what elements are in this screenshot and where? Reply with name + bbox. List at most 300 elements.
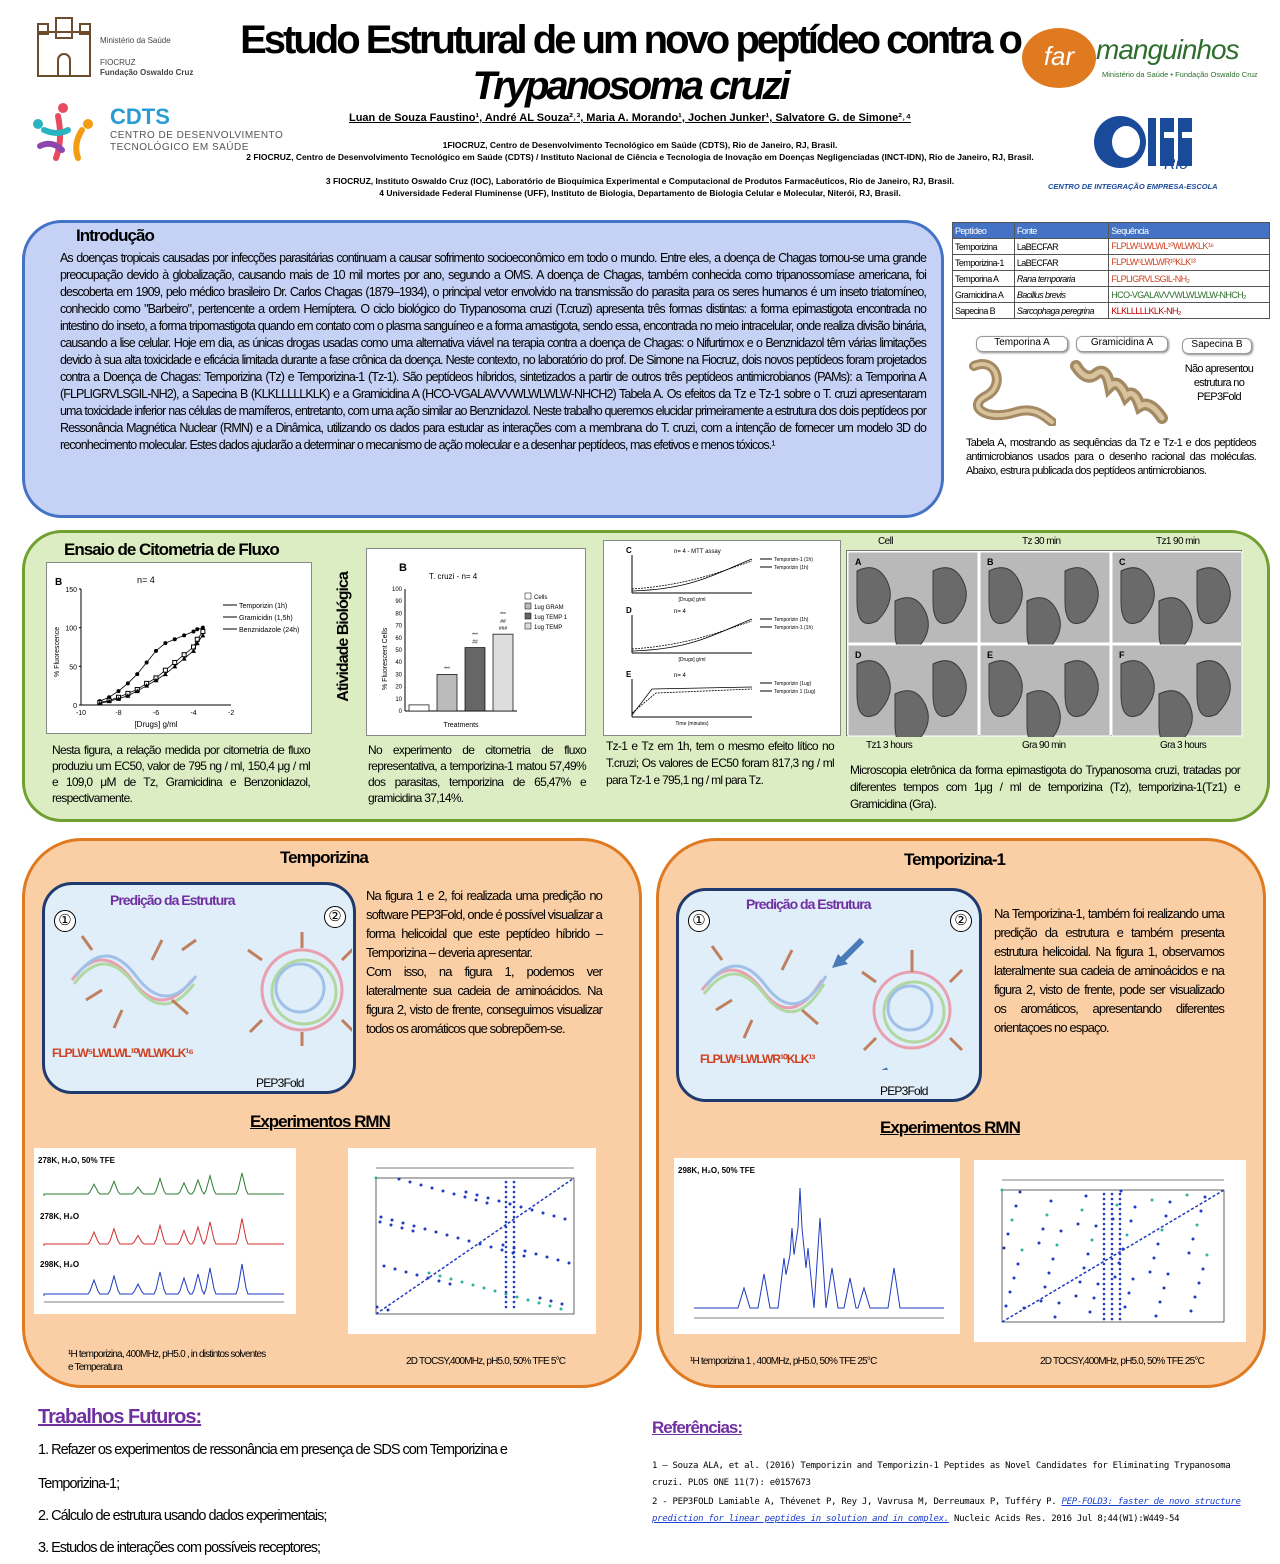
legend-label: Benznidazole (24h): [239, 627, 300, 634]
y-tick-label: 60: [395, 635, 402, 642]
temporizina-tocsy-plot: [348, 1148, 596, 1334]
tocsy-peak: [1081, 1209, 1084, 1212]
spectra-label-2: 278K, H₂O: [40, 1212, 80, 1221]
table-caption: Tabela A, mostrando as sequências da Tz e Tz-1 e dos peptídeos antimicrobianos usados para o desenho racional das moléculas. Abaixo, estrura publicada dos peptídeos antimicrobianos.: [966, 437, 1256, 477]
tocsy-peak: [546, 1256, 549, 1259]
tocsy-peak: [1119, 1218, 1122, 1221]
temporizina1-3d-structure: [692, 920, 976, 1070]
tocsy-peak: [1042, 1228, 1045, 1231]
tocsy-peak: [1023, 1307, 1026, 1310]
tocsy-peak: [1111, 1298, 1114, 1301]
tocsy-peak: [538, 1302, 541, 1305]
temporizina-1h-spectra: [34, 1148, 296, 1314]
tocsy-peak: [375, 1177, 378, 1180]
tocsy-peak: [465, 1191, 468, 1194]
tocsy-peak: [1046, 1214, 1049, 1217]
series-line: [632, 619, 752, 651]
table-cell: LaBECFAR: [1014, 239, 1108, 255]
x-axis-label: [Drugs] g/ml: [134, 720, 178, 729]
tocsy-peak: [549, 1305, 552, 1308]
tocsy-peak: [1111, 1303, 1114, 1306]
tocsy-peak: [1103, 1263, 1106, 1266]
logo-cdts-sub1: CENTRO DE DESENVOLVIMENTO: [110, 130, 284, 141]
bar: [437, 674, 457, 711]
tocsy-peak: [1114, 1276, 1117, 1279]
tocsy-peak: [513, 1276, 516, 1279]
tocsy-peak: [527, 1299, 530, 1302]
legend-label: Temporizin (1h): [239, 603, 288, 610]
tocsy-peak: [412, 1230, 415, 1233]
assay-heading: Ensaio de Citometria de Fluxo: [64, 540, 279, 559]
tocsy-peak: [1126, 1234, 1129, 1237]
tocsy-peak: [513, 1201, 516, 1204]
series-line: [632, 561, 752, 589]
tocsy-peak: [564, 1218, 567, 1221]
tocsy-peak: [1060, 1230, 1063, 1233]
table-cell-sequence: FLPLW⁵LWLWR¹⁰KLK¹³: [1109, 255, 1270, 271]
tocsy-peak: [1161, 1229, 1164, 1232]
tocsy-peak: [442, 1190, 445, 1193]
tocsy-peak: [1169, 1201, 1172, 1204]
temporizina1-2d-caption: 2D TOCSY,400MHz, pH5.0, 50% TFE 25°C: [1040, 1356, 1204, 1367]
tocsy-peak: [560, 1308, 563, 1311]
spectra-label-3: 298K, H₂O: [40, 1260, 80, 1269]
y-tick-label: 70: [395, 623, 402, 630]
tocsy-peak: [1132, 1278, 1135, 1281]
intro-heading: Introdução: [76, 226, 154, 245]
temporizina1-prediction-title: Predição da Estrutura: [746, 896, 871, 912]
tocsy-peak: [505, 1281, 508, 1284]
tocsy-peak: [1103, 1223, 1106, 1226]
tocsy-peak: [1011, 1219, 1014, 1222]
tocsy-peak: [1111, 1208, 1114, 1211]
series-line: [100, 628, 203, 701]
tocsy-peak: [1119, 1193, 1122, 1196]
gramicidina-helix-image: [1070, 356, 1170, 426]
tocsy-peak: [1103, 1303, 1106, 1306]
tocsy-peak: [1157, 1243, 1160, 1246]
tocsy-peak: [1111, 1243, 1114, 1246]
chart-panel-letter: B: [399, 562, 407, 574]
tocsy-peak: [457, 1237, 460, 1240]
tocsy-peak: [1007, 1233, 1010, 1236]
legend-label: Temporizin (1ug): [774, 681, 812, 687]
tocsy-peak: [513, 1211, 516, 1214]
tocsy-peak: [1079, 1281, 1082, 1284]
tocsy-peak: [1163, 1287, 1166, 1290]
tocsy-peak: [1190, 1310, 1193, 1313]
bar-annotation: ###: [498, 626, 508, 633]
chart-fluorescence: [47, 563, 313, 735]
temporizina1-heading: Temporizina-1: [904, 850, 1005, 869]
y-tick-label: 100: [391, 587, 402, 593]
tocsy-peak: [505, 1306, 508, 1309]
tocsy-peak: [1119, 1213, 1122, 1216]
y-tick-label: 50: [69, 664, 77, 672]
tocsy-peak: [1103, 1193, 1106, 1196]
tocsy-peak: [1103, 1288, 1106, 1291]
tocsy-peak: [520, 1206, 523, 1209]
tocsy-peak: [539, 1297, 542, 1300]
temporizina-text: Na figura 1 e 2, foi realizada uma predição no software PEP3Fold, onde é possível visualizar a forma helicoidal que este peptídeo híbrido – Temporizina – deveria apresentar. Com isso, na figura 1, podemos ver lateralmente sua cadeia de aminoácidos. Na figura 2, visto de frente, conseguimos visualizar todos os aromáticos que sobrepõem-se.: [366, 888, 602, 1036]
table-row: [953, 255, 1270, 271]
tocsy-peak: [1167, 1273, 1170, 1276]
temporizina-heading: Temporizina: [280, 848, 368, 867]
tocsy-peak: [1206, 1254, 1209, 1257]
tocsy-peak: [1186, 1194, 1189, 1197]
table-cell: LaBECFAR: [1014, 255, 1108, 271]
table-cell: Temporizina: [953, 239, 1015, 255]
tocsy-peak: [1103, 1238, 1106, 1241]
y-tick-label: 100: [65, 625, 77, 633]
bar-annotation: ##: [500, 619, 506, 626]
tocsy-peak: [1103, 1273, 1106, 1276]
peptide-table-wrap: [952, 222, 1270, 319]
tocsy-peak: [505, 1271, 508, 1274]
temporizina-prediction-title: Predição da Estrutura: [110, 892, 235, 908]
tocsy-peak: [449, 1283, 452, 1286]
fiocruz-castle-icon: [34, 14, 94, 78]
table-header: Fonte: [1014, 223, 1108, 239]
tocsy-peak: [1111, 1193, 1114, 1196]
data-point: [154, 649, 158, 653]
tocsy-peak: [505, 1256, 508, 1259]
data-point: [195, 627, 199, 631]
table-row: [953, 239, 1270, 255]
tocsy-peak: [438, 1280, 441, 1283]
nmr-trace: [44, 1264, 284, 1296]
tocsy-peak: [453, 1193, 456, 1196]
logo-cdts-label: CDTS: [110, 104, 170, 129]
legend-swatch: [525, 613, 531, 619]
legend-label: Cells: [534, 595, 548, 601]
em-label-bottom-1: Gra 90 min: [1022, 740, 1066, 751]
assay-caption-4: Microscopia eletrônica da forma epimastigota do Trypanosoma cruzi, tratadas por diferentes tempos com 1μg / ml de temporizina (Tz), temporizina-1(Tz1) e Gramicidina (Gra).: [850, 763, 1240, 811]
em-panel-letter: E: [987, 650, 994, 660]
table-cell-sequence: KLKLLLLLKLK-NH₂: [1109, 303, 1270, 319]
tocsy-peak: [513, 1251, 516, 1254]
temporizina1-text: Na Temporizina-1, também foi realizando uma predição da estrutura e também presenta estrutura helicoidal. Na figura 1, observamos lateralmente sua cadeia de aminoácidos e na figura 2, visto de frente, pode ser visualizado os aromáticos, apresentando diferentes orientaçoes no espaço.: [994, 906, 1224, 1035]
tocsy-peak: [524, 1250, 527, 1253]
label-sapecina-b: Sapecina B: [1182, 338, 1252, 354]
x-tick-label: -2: [227, 710, 235, 717]
refs-heading: Referências:: [652, 1418, 743, 1437]
em-panel-letter: F: [1119, 650, 1125, 660]
authors: [230, 112, 1030, 124]
tocsy-peak: [505, 1291, 508, 1294]
tocsy-peak: [1120, 1190, 1123, 1193]
tocsy-peak: [505, 1221, 508, 1224]
tocsy-peak: [446, 1234, 449, 1237]
tocsy-peak: [398, 1178, 401, 1181]
chart-mtt: [604, 541, 842, 737]
tocsy-peak: [1111, 1293, 1114, 1296]
em-panel-letter: B: [987, 557, 994, 567]
legend-swatch: [525, 593, 531, 599]
tocsy-peak: [561, 1303, 564, 1306]
tocsy-peak: [1119, 1273, 1122, 1276]
tocsy-peak: [1013, 1277, 1016, 1280]
tocsy-peak: [1103, 1213, 1106, 1216]
tocsy-peak: [431, 1187, 434, 1190]
tocsy-peak: [1119, 1288, 1122, 1291]
tocsy-peak: [513, 1206, 516, 1209]
tocsy-peak: [542, 1212, 545, 1215]
chart-panel-letter: E: [626, 670, 632, 679]
logo-fiocruz-label: FIOCRUZ: [100, 58, 136, 67]
tocsy-peak: [424, 1228, 427, 1231]
y-tick-label: 30: [395, 672, 402, 679]
em-micrographs: [847, 551, 1243, 737]
tocsy-peak: [505, 1206, 508, 1209]
tocsy-peak: [394, 1268, 397, 1271]
tocsy-peak: [505, 1286, 508, 1289]
tocsy-peak: [1075, 1295, 1078, 1298]
tocsy-peak: [428, 1272, 431, 1275]
tocsy-peak: [1103, 1248, 1106, 1251]
tocsy-peak: [1003, 1247, 1006, 1250]
affiliation-2: 2 FIOCRUZ, Centro de Desenvolvimento Tecnológico em Saúde (CDTS) / Instituto Nacional de Ciência e Tecnologia de Inovação em Doenças Negligenciadas (INCT-IDN), Rio de Janeiro, RJ, Brasil.: [246, 152, 1034, 162]
legend-label: 1ug TEMP: [534, 625, 563, 631]
atividade-vertical-wrap: [330, 560, 360, 720]
chart-title: T. cruzi - n= 4: [429, 572, 478, 581]
y-tick-label: 90: [395, 599, 402, 606]
bar-annotation: ##: [472, 639, 478, 646]
tocsy-peak: [568, 1262, 571, 1265]
tocsy-peak: [505, 1266, 508, 1269]
tocsy-peak: [1103, 1258, 1106, 1261]
label-temporina-a: Temporina A: [976, 336, 1068, 352]
table-cell-sequence: FLPLW¹LWLWL¹⁰WLWKLK¹⁶: [1109, 239, 1270, 255]
tocsy-peak: [513, 1216, 516, 1219]
tocsy-peak: [1103, 1233, 1106, 1236]
tocsy-peak: [1200, 1210, 1203, 1213]
tocsy-peak: [550, 1300, 553, 1303]
table-cell: Rana temporaria: [1014, 271, 1108, 287]
bar: [409, 705, 429, 711]
tocsy-peak: [505, 1296, 508, 1299]
affiliation-4: 4 Universidade Federal Fluminense (UFF), Instituto de Biologia, Departamento de Biologia Celular e Molecular, Niterói, RJ, Brasil.: [379, 188, 901, 198]
table-cell: Gramicidina A: [953, 287, 1015, 303]
chart-panel-letter: C: [626, 546, 632, 555]
tocsy-peak: [1119, 1263, 1122, 1266]
tocsy-peak: [505, 1196, 508, 1199]
nmr-trace: [44, 1173, 284, 1196]
tocsy-peak: [509, 1203, 512, 1206]
assay-caption-3: Tz-1 e Tz em 1h, tem o mesmo efeito lítico no T.cruzi; Os valores de EC50 foram 817,3 ng / ml para Tz-1 e 795,1 ng / ml para Tz.: [606, 739, 834, 787]
tocsy-peak: [513, 1296, 516, 1299]
y-tick-label: 80: [395, 611, 402, 618]
tocsy-peak: [1119, 1208, 1122, 1211]
tocsy-peak: [1111, 1283, 1114, 1286]
tocsy-peak: [513, 1186, 516, 1189]
y-tick-label: 10: [395, 696, 402, 703]
tocsy-peak: [1153, 1257, 1156, 1260]
tocsy-peak: [513, 1286, 516, 1289]
tocsy-peak: [1103, 1298, 1106, 1301]
y-axis-label: % Fluorescent Cells: [382, 627, 389, 690]
logo-farmanguinhos: [1020, 22, 1265, 92]
tocsy-peak: [483, 1287, 486, 1290]
tocsy-peak: [1085, 1195, 1088, 1198]
tocsy-peak: [1077, 1223, 1080, 1226]
future-item: 1. Refazer os experimentos de ressonância em presença de SDS com Temporizina e: [38, 1442, 507, 1458]
tocsy-peak: [1119, 1278, 1122, 1281]
tocsy-peak: [1165, 1215, 1168, 1218]
tocsy-peak: [1111, 1218, 1114, 1221]
tocsy-peak: [475, 1199, 478, 1202]
tocsy-peak: [1134, 1206, 1137, 1209]
tocsy-peak: [1103, 1253, 1106, 1256]
tocsy-peak: [557, 1259, 560, 1262]
y-tick-label: 0: [73, 703, 77, 710]
legend-label: 1ug TEMP 1: [534, 615, 568, 621]
tocsy-peak: [1192, 1238, 1195, 1241]
tocsy-peak: [427, 1277, 430, 1280]
tocsy-peak: [1058, 1302, 1061, 1305]
table-cell: Temporizina-1: [953, 255, 1015, 271]
tocsy-peak: [476, 1194, 479, 1197]
tocsy-peak: [1119, 1243, 1122, 1246]
tocsy-peak: [1198, 1282, 1201, 1285]
em-label-top-2: Tz1 90 min: [1156, 536, 1200, 547]
table-header: Sequência: [1109, 223, 1270, 239]
temporizina1-1h-spectrum: [674, 1158, 960, 1334]
data-point: [145, 660, 149, 664]
tocsy-peak: [1103, 1293, 1106, 1296]
tocsy-peak: [1103, 1313, 1106, 1316]
table-cell-sequence: HCO-VGALAVVVWLWLWLW-NHCH₂: [1109, 287, 1270, 303]
tocsy-peak: [505, 1216, 508, 1219]
reference-2-authors: 2 - PEP3FOLD Lamiable A, Thévenet P, Rey J, Vavrusa M, Derreumaux P, Tufféry P.: [652, 1497, 1057, 1507]
tocsy-peak: [1111, 1248, 1114, 1251]
em-label-top-0: Cell: [878, 536, 893, 547]
temporizina-sequence: FLPLW⁵LWLWL¹⁰WLWKLK¹⁶: [52, 1046, 193, 1060]
em-panel-letter: D: [855, 650, 862, 660]
figure-number-1: ①: [688, 910, 710, 932]
tocsy-peak: [1111, 1318, 1114, 1321]
atividade-vertical-label: Atividade Biológica: [335, 572, 352, 702]
table-cell: Sarcophaga peregrina: [1014, 303, 1108, 319]
temporizina1-tocsy: [974, 1160, 1246, 1342]
tocsy-peak: [1119, 1223, 1122, 1226]
tocsy-peak: [420, 1184, 423, 1187]
tocsy-peak: [1093, 1297, 1096, 1300]
tocsy-peak: [468, 1240, 471, 1243]
spectra-label-1: 278K, H₂O, 50% TFE: [38, 1156, 115, 1165]
tocsy-peak: [1103, 1218, 1106, 1221]
tocsy-peak: [1111, 1203, 1114, 1206]
em-grid: [846, 550, 1242, 736]
affiliation-1: 1FIOCRUZ, Centro de Desenvolvimento Tecnológico em Saúde (CDTS), Rio de Janeiro, RJ, Brasil.: [442, 140, 838, 150]
temporizina1-1h-caption: ¹H temporizina 1 , 400MHz, pH5.0, 50% TFE 25°C: [690, 1356, 877, 1367]
bar: [465, 648, 485, 711]
tocsy-peak: [513, 1196, 516, 1199]
logo-ciee-sub: CENTRO DE INTEGRAÇÃO EMPRESA-ESCOLA: [1048, 182, 1218, 191]
y-tick-label: 150: [65, 587, 77, 594]
legend-label: Temporizin-1 (1h): [774, 625, 813, 631]
tocsy-peak: [409, 1181, 412, 1184]
tocsy-peak: [1111, 1273, 1114, 1276]
reference-2: [652, 1494, 1262, 1528]
cdts-people-icon: [28, 100, 98, 164]
tocsy-peak: [1103, 1228, 1106, 1231]
tocsy-peak: [505, 1276, 508, 1279]
logo-ciee: [1044, 112, 1244, 196]
poster-title-species: Trypanosoma cruzi: [472, 64, 788, 108]
table-row: [953, 303, 1270, 319]
tocsy-peak: [1119, 1253, 1122, 1256]
tocsy-peak: [516, 1296, 519, 1299]
tocsy-peak: [1149, 1271, 1152, 1274]
figure-number-1: ①: [54, 910, 76, 932]
temporizina1-tocsy-plot: [974, 1160, 1246, 1342]
legend-label: Temporizin-1 (1h): [774, 557, 813, 563]
x-axis-label: [Drugs] g/ml: [678, 657, 706, 663]
tocsy-peak: [379, 1221, 382, 1224]
legend-label: Temporizin (1h): [774, 617, 809, 623]
table-cell: Sapecina B: [953, 303, 1015, 319]
tocsy-peak: [1111, 1253, 1114, 1256]
tocsy-peak: [1103, 1208, 1106, 1211]
series-line: [632, 559, 752, 591]
tocsy-peak: [513, 1241, 516, 1244]
assay-caption-2: No experimento de citometria de fluxo representativa, a temporizina-1 matou 57,49% dos parasitas, temporizina de 65,47% e gramicidina 37,14%.: [368, 743, 586, 805]
tocsy-peak: [523, 1255, 526, 1258]
tocsy-peak: [513, 1246, 516, 1249]
temporizina-pep3fold: PEP3Fold: [256, 1076, 304, 1090]
tocsy-peak: [1056, 1244, 1059, 1247]
tocsy-peak: [1119, 1308, 1122, 1311]
table-cell-sequence: FLPLIGRVLSGIL-NH₂: [1109, 271, 1270, 287]
tocsy-peak: [1009, 1291, 1012, 1294]
tocsy-peak: [505, 1226, 508, 1229]
no-structure-note: Não apresentou estrutura no PEP3Fold: [1184, 363, 1254, 403]
peptide-table: [952, 222, 1270, 319]
legend-swatch: [525, 603, 531, 609]
tocsy-peak: [1111, 1308, 1114, 1311]
tocsy-peak: [553, 1215, 556, 1218]
tocsy-peak: [513, 1266, 516, 1269]
chart-bars-frame: [366, 548, 586, 736]
legend-label: Temporizin (1h): [774, 565, 809, 571]
logo-ministerio: [34, 14, 224, 84]
legend-label: Gramicidin (1,5h): [239, 615, 293, 622]
tocsy-peak: [1005, 1305, 1008, 1308]
chart-title: n= 4 - MTT assay: [674, 549, 721, 555]
tocsy-peak: [1119, 1198, 1122, 1201]
authors-text: Luan de Souza Faustino¹, André AL Souza²˒³, Maria A. Morando¹, Jochen Junker¹, Salvatore G. de Simone²˒⁴: [348, 112, 912, 124]
chart-title: n= 4: [137, 575, 155, 585]
tocsy-peak: [1111, 1258, 1114, 1261]
logo-ciee-label: [1044, 112, 1045, 113]
tocsy-peak: [1001, 1189, 1004, 1192]
temporizina-1h-spectra-plot: [34, 1148, 296, 1314]
future-item: Temporizina-1;: [38, 1476, 120, 1492]
tocsy-peak: [1119, 1298, 1122, 1301]
logo-fundacao-label: Fundação Oswaldo Cruz: [100, 68, 194, 77]
legend-label: Temporizin 1 (1ug): [774, 689, 816, 695]
reference-2-link[interactable]: PEP-FOLD3: faster de novo structure prediction for linear peptides in solution and in complex.: [652, 1497, 1241, 1524]
temporina-helix-image: [966, 356, 1056, 426]
temporizina1-pep3fold: PEP3Fold: [880, 1084, 928, 1098]
tocsy-peak: [1119, 1303, 1122, 1306]
series-line: [632, 689, 752, 713]
tocsy-peak: [502, 1244, 505, 1247]
tocsy-peak: [1159, 1301, 1162, 1304]
tocsy-peak: [1111, 1228, 1114, 1231]
reference-1: 1 – Souza ALA, et al. (2016) Temporizin and Temporizin-1 Peptides as Novel Candidates for Eliminating Trypanosoma cruzi. PLOS ONE 11(7): e0157673: [652, 1461, 1231, 1488]
